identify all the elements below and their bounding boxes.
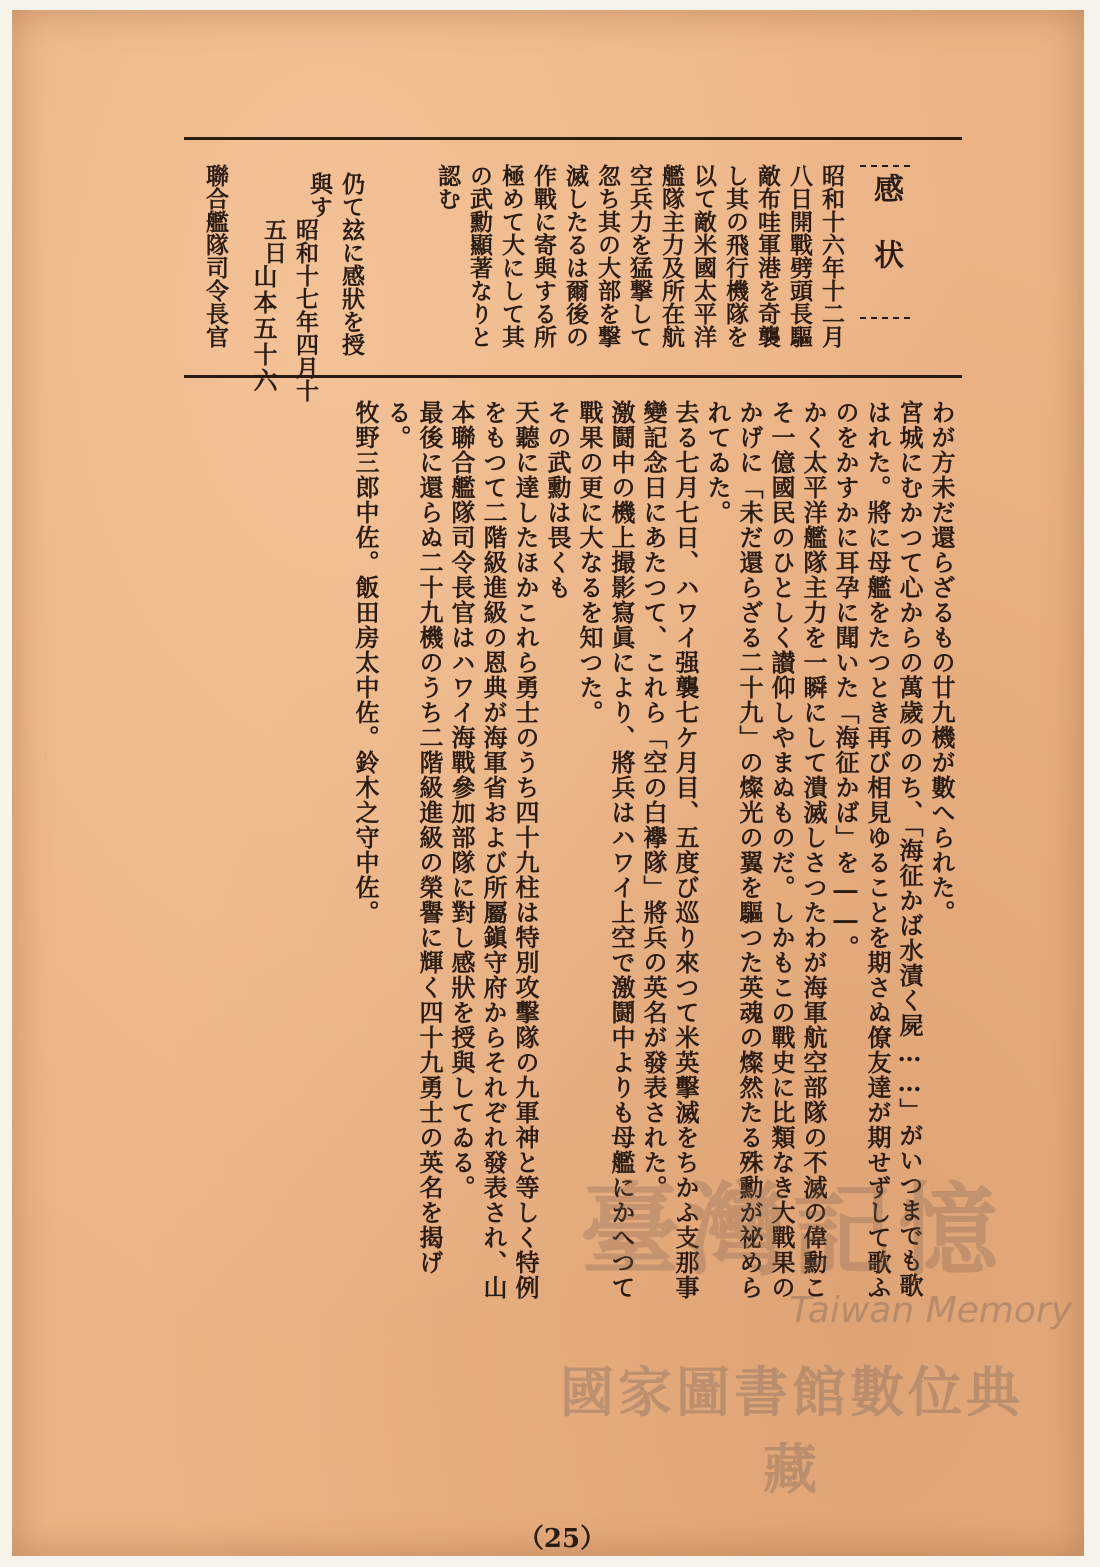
article-paragraph: 牧野三郎中佐。飯田房太中佐。鈴木之守中佐。 xyxy=(351,400,380,925)
top-rule xyxy=(184,137,962,140)
citation-tail xyxy=(197,164,367,402)
citation-title: 感状 xyxy=(868,173,903,305)
citation-issuer-name: 山本五十六 xyxy=(249,264,278,394)
article-paragraph: その武勳は畏くも xyxy=(543,400,572,600)
document-page xyxy=(12,10,1084,1556)
citation-date: 昭和十七年四月十五日 xyxy=(260,218,319,402)
article-paragraph: わが方未だ還らざるもの廿九機が數へられた。 xyxy=(927,400,956,925)
citation-title-box xyxy=(860,165,910,319)
article-paragraph: 宮城にむかつて心からの萬歲ののち、「海征かば水漬く屍……」がいつまでも歌はれた。將に母艦をたつとき再び相見ゆることを期さぬ僚友達が期せずして歌ふのをかすかに耳孕に聞いた「海征かば」を――。 xyxy=(831,400,924,1300)
article-paragraph: 天聽に達したほかこれら勇士のうち四十九柱は特別攻擊隊の九軍神と等しく特例をもつて二階級進級の恩典が海軍省および所屬鎭守府からそれぞれ發表され、山本聯合艦隊司令長官はハワイ海戰參加部隊に對し感狀を授與してゐる。 xyxy=(447,400,540,1300)
citation-block xyxy=(197,150,847,402)
article-paragraph: かく太平洋艦隊主力を一瞬にして潰滅しさつたわが海軍航空部隊の不滅の偉勳こそ一億國民のひとしく讃仰しやまぬものだ。しかもこの戰史に比類なき大戰果のかげに「未だ還らざる二十九」の燦光の翼を驅つた英魂の燦然たる殊勳が祕められてゐた。 xyxy=(703,400,828,1300)
citation-body: 昭和十六年十二月八日開戰劈頭長驅敵布哇軍港を奇襲し其の飛行機隊を以て敵米國太平洋艦隊主力及所在航空兵力を猛撃して忽ち其の大部を撃滅したるは爾後の作戰に寄與する所極めて大にして其の武勳顯著なりと認む xyxy=(434,164,845,348)
watermark-english: Taiwan Memory xyxy=(789,1290,1072,1331)
page-number: （25） xyxy=(517,1524,607,1554)
citation-issuer-title: 聯合艦隊司令長官 xyxy=(202,164,229,348)
watermark-subtitle: 國家圖書館數位典藏 xyxy=(560,1361,1024,1501)
citation-closing: 仍て玆に感狀を授與す xyxy=(306,172,365,356)
article-paragraph: 激鬪中の機上撮影寫眞により、將兵はハワイ上空で激鬪中よりも母艦にかへつて戰果の更に大なるを知つた。 xyxy=(575,400,636,1300)
article-paragraph: 去る七月七日、ハワイ强襲七ケ月目、五度び巡り來つて米英擊滅をちかふ支那事變記念日にあたつて、これら「空の白襷隊」將兵の英名が發表された。 xyxy=(639,400,700,1300)
article-body xyxy=(197,400,957,1300)
article-paragraph: 最後に還らぬ二十九機のうち二階級進級の榮譽に輝く四十九勇士の英名を揭げる。 xyxy=(383,400,444,1275)
watermark-title: 臺灣記憶 xyxy=(580,1171,1004,1289)
